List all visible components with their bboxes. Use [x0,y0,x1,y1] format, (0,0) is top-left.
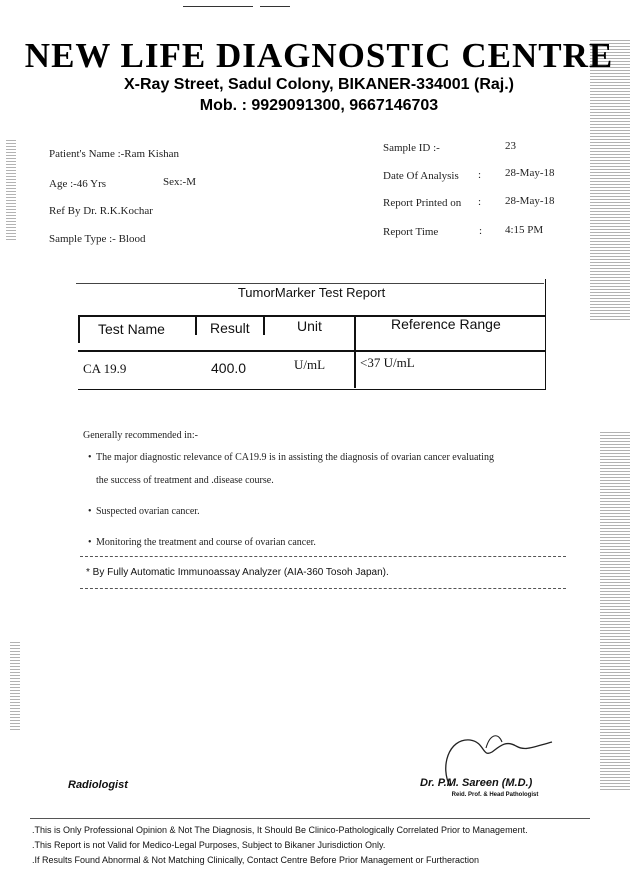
cell-result: 400.0 [211,360,247,376]
report-time-label: Report Time [383,226,439,238]
lab-address: X-Ray Street, Sadul Colony, BIKANER-334001 (Raj.) [123,76,515,93]
lab-name: NEW LIFE DIAGNOSTIC CENTRE [24,36,614,75]
cell-test-name: CA 19.9 [83,361,127,376]
table-col-divider [354,316,356,388]
patient-age: Age :-46 Yrs [49,178,107,190]
notes-heading: Generally recommended in:- [83,430,198,441]
column-header-reference-range: Reference Range [391,316,501,332]
note-bullet-2: • [88,506,92,517]
note-item-2: Suspected ovarian cancer. [96,506,200,517]
doctor-designation: Reid. Prof. & Head Pathologist [451,792,539,798]
scan-mark [183,6,253,7]
table-col-divider [78,315,80,343]
lab-mobile: Mob. : 9929091300, 9667146703 [199,97,439,114]
note-item-3: Monitoring the treatment and course of ovarian cancer. [96,537,316,548]
radiologist-label: Radiologist [68,779,128,791]
report-time-sep: : [479,225,483,237]
report-time-value: 4:15 PM [505,224,544,236]
table-col-divider [195,315,197,335]
report-printed-label: Report Printed on [383,197,462,209]
report-printed-sep: : [478,196,482,208]
report-row-rule [78,350,546,352]
cell-reference-range: <37 U/mL [360,355,415,370]
doctor-name: Dr. P.M. Sareen (M.D.) [420,777,533,789]
note-bullet-3: • [88,537,92,548]
divider-dashed [80,556,566,557]
scan-noise-right-lower [600,430,630,790]
table-col-divider [263,315,265,335]
ref-by: Ref By Dr. R.K.Kochar [49,205,153,217]
analyzer-note: * By Fully Automatic Immunoassay Analyzer (AIA-360 Tosoh Japan). [86,567,389,578]
report-table-top-border [76,283,544,284]
column-header-unit: Unit [297,318,322,334]
footer-line-3: .If Results Found Abnormal & Not Matching Clinically, Contact Centre Before Prior Management or Furtheraction [32,855,480,865]
patient-sex: Sex:-M [163,176,196,188]
patient-name: Patient's Name :-Ram Kishan [49,148,179,160]
scan-noise-left-lower [10,640,20,730]
divider-dashed [80,588,566,589]
column-header-test-name: Test Name [98,321,165,337]
footer-rule [30,818,590,819]
footer-line-1: .This is Only Professional Opinion & Not The Diagnosis, It Should Be Clinico-Pathologically Correlated Prior to Management. [32,825,528,835]
column-header-result: Result [210,320,250,336]
analysis-date-sep: : [478,169,482,181]
footer-line-2: .This Report is not Valid for Medico-Legal Purposes, Subject to Bikaner Jurisdiction Only. [32,840,386,850]
analysis-date-label: Date Of Analysis [383,170,459,182]
analysis-date-value: 28-May-18 [505,167,555,179]
note-bullet-1: • [88,452,92,463]
note-item-1-line-1: The major diagnostic relevance of CA19.9 is in assisting the diagnosis of ovarian cancer evaluating [96,452,494,463]
sample-id-value: 23 [505,140,516,152]
scan-mark [260,6,290,7]
report-title: TumorMarker Test Report [237,285,386,300]
cell-unit: U/mL [294,357,326,372]
sample-id-label: Sample ID :- [383,142,440,154]
sample-type: Sample Type :- Blood [49,233,146,245]
note-item-1-line-2: the success of treatment and .disease course. [96,475,274,486]
report-printed-value: 28-May-18 [505,195,555,207]
scan-noise-left [6,140,16,240]
